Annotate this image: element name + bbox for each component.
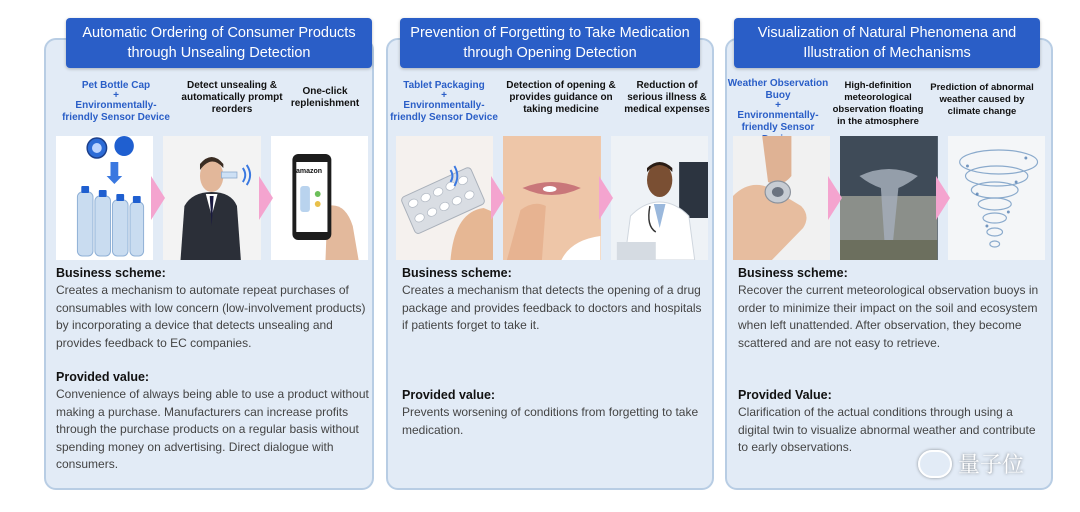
label-product-1: Weather Observation Buoy (727, 78, 829, 101)
label-product-2: Environmentally-friendly Sensor Device (62, 100, 170, 123)
label-step-3: Prediction of abnormal weather caused by climate change (930, 82, 1034, 117)
value-text: Convenience of always being able to use a product without making a purchase. Manufacturers can increase profits through the purchase products on a regular basis without spending money on advertising. Direct dialogue with consumers. (56, 387, 369, 471)
taking-pill-image (503, 136, 600, 260)
scheme-text: Recover the current meteorological observation buoys in order to minimize their impact on the soil and ecosystem when left unattended. After observation, they become scattered and are not easy to retrieve. (738, 283, 1039, 350)
panel-title-opening: Prevention of Forgetting to Take Medication through Opening Detection (400, 18, 700, 68)
flow-arrow (599, 176, 613, 220)
watermark-text: 量子位 (958, 452, 1025, 477)
flow-arrow (259, 176, 273, 220)
scheme-text: Creates a mechanism to automate repeat purchases of consumables with low concern (low-involvement products) by incorporating a device that detects unsealing and provides feedback to EC companies. (56, 283, 366, 350)
watermark (918, 448, 1024, 479)
label-plus: + (441, 90, 447, 101)
doctor-image (611, 136, 708, 260)
digital-tornado-image (948, 136, 1045, 260)
phone-order-image (271, 136, 368, 260)
man-drinking-image (163, 136, 260, 260)
flow-arrow (491, 176, 505, 220)
tablet-packaging-image (396, 136, 493, 260)
phone-brand: amazon (295, 168, 323, 176)
bottles-image (56, 136, 153, 260)
label-step-2: Detection of opening & provides guidance on taking medicine (506, 80, 616, 115)
value-text: Prevents worsening of conditions from forgetting to take medication. (402, 405, 699, 437)
image-strip-opening (396, 136, 708, 260)
label-product-2: Environmentally-friendly Sensor (737, 110, 819, 133)
label-product-2: Environmentally-friendly Sensor Device (390, 100, 498, 123)
label-step-2: Detect unsealing & automatically prompt reorders (181, 80, 283, 115)
label-product (58, 80, 174, 124)
value-title: Provided value: (402, 388, 496, 402)
image-strip-natural (733, 136, 1045, 260)
label-product-1: Tablet Packaging (403, 80, 485, 91)
scheme-title: Business scheme: (738, 266, 848, 280)
scheme-title: Business scheme: (402, 266, 512, 280)
value-title: Provided Value: (738, 388, 832, 402)
label-plus: + (113, 90, 119, 101)
panel-title-natural: Visualization of Natural Phenomena and Illustration of Mechanisms (734, 18, 1040, 68)
panel-title-unsealing: Automatic Ordering of Consumer Products through Unsealing Detection (66, 18, 372, 68)
flow-arrow (828, 176, 842, 220)
label-product (388, 80, 500, 124)
label-step-2: High-definition meteorological observation floating in the atmosphere (832, 80, 924, 127)
value-text: Clarification of the actual conditions through using a digital twin to visualize abnormal weather and contribute to early observations. (738, 405, 1036, 454)
flow-arrow (151, 176, 165, 220)
image-strip-unsealing (56, 136, 368, 260)
sensor-buoy-image (733, 136, 830, 260)
scheme-title: Business scheme: (56, 266, 166, 280)
value-title: Provided value: (56, 370, 150, 384)
label-plus: + (775, 100, 781, 111)
tornado-image (840, 136, 937, 260)
label-step-3: Reduction of serious illness & medical expenses (624, 80, 710, 115)
scheme-text: Creates a mechanism that detects the opening of a drug package and provides feedback to doctors and hospitals if patients forget to take it. (402, 283, 702, 332)
label-step-3: One-click replenishment (290, 86, 360, 109)
wechat-icon (918, 450, 952, 478)
flow-arrow (936, 176, 950, 220)
label-product-1: Pet Bottle Cap (81, 80, 151, 91)
